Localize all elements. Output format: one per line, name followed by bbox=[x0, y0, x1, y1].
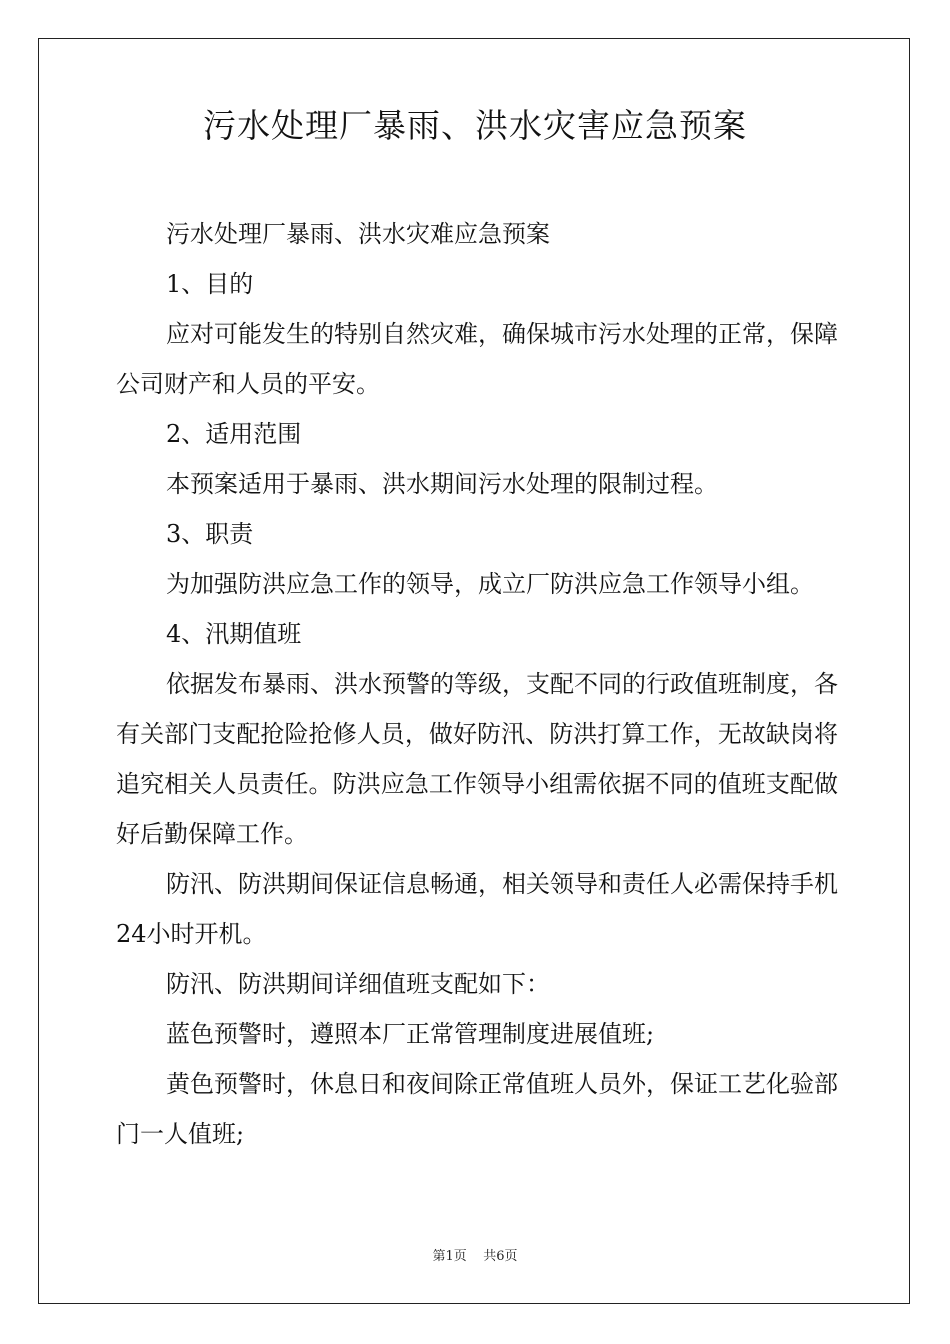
paragraph-duties: 为加强防洪应急工作的领导，成立厂防洪应急工作领导小组。 bbox=[166, 570, 814, 598]
page-number-footer: 第1页 共6页 bbox=[432, 1249, 518, 1264]
paragraph-yellow-warning: 黄色预警时，休息日和夜间除正常值班人员外，保证工艺化验部门一人值班; bbox=[116, 1070, 838, 1148]
paragraph-communication: 防汛、防洪期间保证信息畅通，相关领导和责任人必需保持手机24小时开机。 bbox=[116, 870, 838, 948]
document-body bbox=[116, 209, 838, 1159]
document-title: 污水处理厂暴雨、洪水灾害应急预案 bbox=[203, 106, 747, 145]
section-heading-duties: 3、职责 bbox=[166, 520, 254, 548]
paragraph-scope: 本预案适用于暴雨、洪水期间污水处理的限制过程。 bbox=[166, 470, 718, 498]
paragraph-blue-warning: 蓝色预警时，遵照本厂正常管理制度进展值班; bbox=[166, 1020, 655, 1048]
section-heading-purpose: 1、目的 bbox=[166, 270, 254, 298]
section-heading-flood-duty: 4、汛期值班 bbox=[166, 620, 302, 648]
paragraph-subtitle: 污水处理厂暴雨、洪水灾难应急预案 bbox=[166, 220, 550, 248]
section-heading-scope: 2、适用范围 bbox=[166, 420, 302, 448]
paragraph-duty-arrangement: 防汛、防洪期间详细值班支配如下： bbox=[166, 970, 550, 998]
paragraph-duty-system: 依据发布暴雨、洪水预警的等级，支配不同的行政值班制度，各有关部门支配抢险抢修人员，做好防汛、防洪打算工作，无故缺岗将追究相关人员责任。防洪应急工作领导小组需依据不同的值班支配做好后勤保障工作。 bbox=[116, 670, 838, 848]
paragraph-purpose: 应对可能发生的特别自然灾难，确保城市污水处理的正常，保障公司财产和人员的平安。 bbox=[116, 320, 838, 398]
